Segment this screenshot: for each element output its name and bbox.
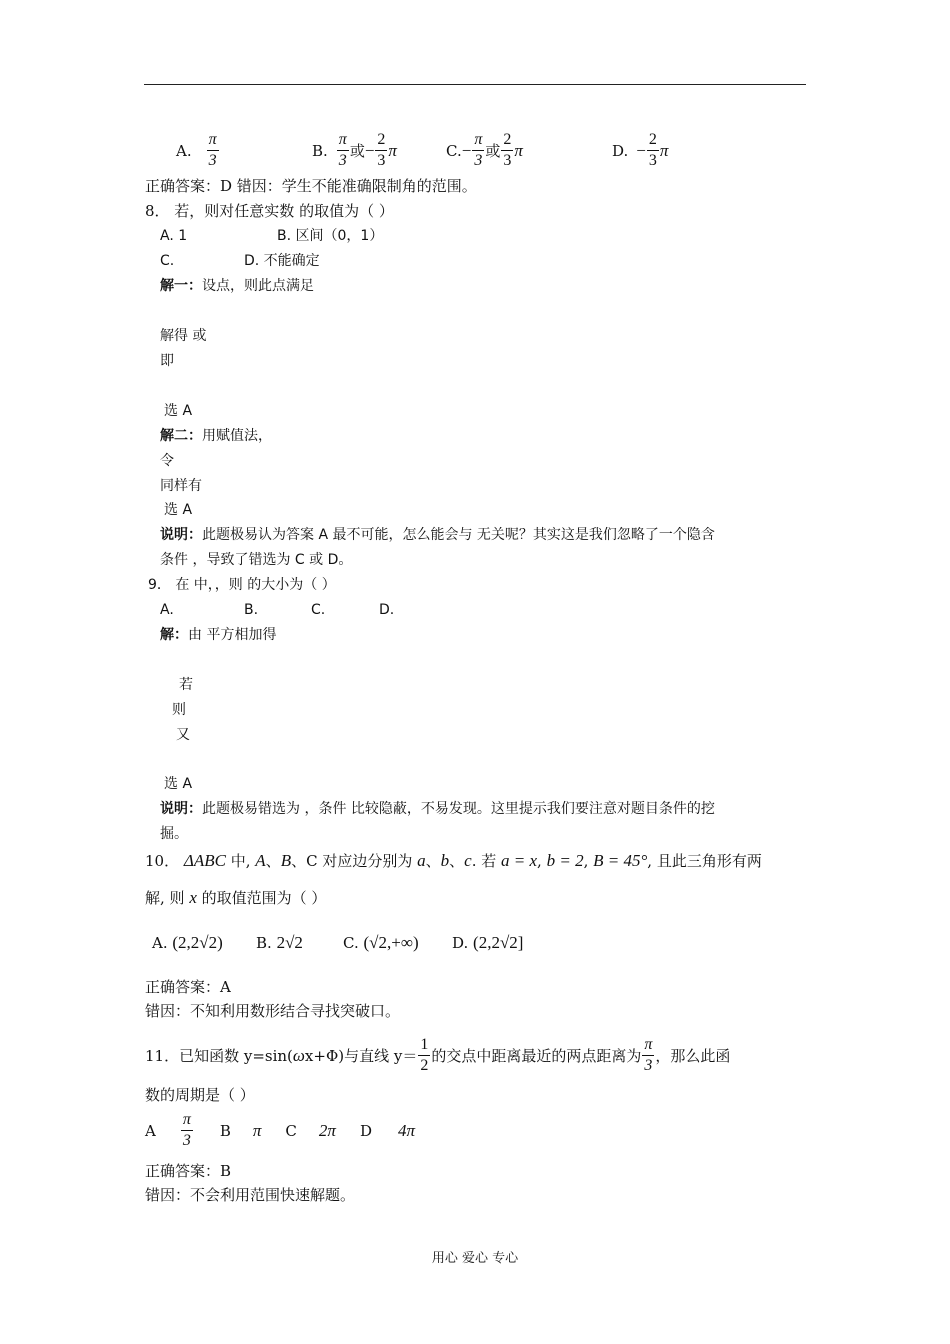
text: 的取值范围为（ ） [196,889,327,907]
note-text: 此题极易错选为 ，条件 比较隐蔽，不易发现。这里提示我们要注意对题目条件的挖 [202,801,715,817]
or-text: 或 [349,142,365,160]
option-value: (2,2√2] [473,933,524,952]
var-A: A [255,851,266,870]
minus-sign: − [636,140,646,160]
option-label: B. [312,141,328,160]
q10-question-line-2 [145,889,326,906]
denominator: 3 [503,152,512,169]
denominator: 3 [377,152,386,169]
text: 解, 则 [145,889,190,907]
condition-angle-b: B = 45° [593,851,648,870]
q10-answer: 正确答案：A [145,978,231,996]
fraction [207,132,219,169]
solution-text: 用赋值法， [202,428,272,444]
numerator: π [337,132,349,151]
option-label: B. [256,934,272,952]
separator: 、 [291,852,307,870]
var-C: C [306,852,318,870]
q9-line-ze: 则 [172,702,186,718]
page-footer: 用心 爱心 专心 [431,1251,519,1266]
text: 11．已知函数 y=sin( [145,1047,293,1065]
denominator: 2 [420,1057,429,1074]
pi-symbol: π [659,140,669,160]
q9-line-you: 又 [176,727,190,743]
q7-answer: 正确答案：D 错因：学生不能准确限制角的范围。 [145,177,477,195]
option-label: D. [452,934,469,952]
numerator: 2 [375,132,387,151]
separator: , [583,852,594,870]
text: 中, [225,852,256,870]
q11-answer: 正确答案：B [145,1162,232,1180]
q7-option-c [446,132,523,169]
q11-reason: 错因：不会利用范围快速解题。 [145,1186,356,1204]
q9-question: 9． 在 中，，则 的大小为（ ） [148,577,336,593]
numerator: 2 [647,132,659,151]
option-value: (√2,+∞) [363,933,419,952]
q10-option-c [343,934,419,951]
option-label: D [359,1121,372,1140]
text: . 若 [471,852,502,870]
note-label: 说明： [160,527,202,543]
numerator: π [472,132,484,151]
solution-label: 解二： [160,428,202,444]
q8-note-line-2: 条件 ，导致了错选为 C 或 D。 [160,552,353,568]
fraction [337,132,349,169]
separator: , [537,852,547,870]
numerator: π [642,1037,654,1056]
q9-option-c: C. [311,602,326,618]
condition-a: a = x [501,851,538,870]
text: ，那么此函 [655,1047,731,1065]
q8-option-c: C. [160,253,175,269]
denominator: 3 [474,152,483,169]
q11-question-line-2: 数的周期是（ ） [145,1086,255,1104]
denominator: 3 [208,152,217,169]
note-text: 此题极易认为答案 A 最不可能，怎么能会与 无关呢？其实这是我们忽略了一个隐含 [202,527,715,543]
numerator: 1 [418,1037,430,1056]
q11-options [145,1112,415,1149]
q8-option-a: A. 1 [160,228,188,244]
q7-option-a [176,132,220,169]
fraction [181,1112,193,1149]
q8-choose-a-1: 选 A [164,403,193,419]
option-label: C. [446,141,462,160]
minus-sign: − [461,140,472,160]
denominator: 3 [338,152,347,169]
q8-note-line-1 [160,528,715,542]
separator: 、 [449,852,465,870]
numerator: 2 [501,132,513,151]
separator: 、 [265,852,281,870]
triangle-symbol: ΔABC [183,851,226,870]
q8-solution-1 [160,279,314,293]
omega-symbol: ω [292,1045,305,1065]
option-value: 2√2 [276,933,303,952]
q9-note-line-2: 掘。 [160,826,188,842]
solution-label: 解一： [160,278,202,294]
q10-question-line-1 [145,852,762,869]
option-value: π [252,1120,262,1140]
q7-option-d [612,132,668,169]
question-number: 10． [145,852,180,870]
q8-line-solve: 解得 或 [160,328,207,344]
q8-option-d: D. 不能确定 [244,253,320,269]
note-label: 说明： [160,801,202,817]
denominator: 3 [644,1057,653,1074]
fraction [501,132,513,169]
var-B: B [280,851,292,870]
q9-solution [160,628,276,642]
q8-line-ji: 即 [160,353,174,369]
text: x+Φ)与直线 y＝ [304,1047,418,1065]
option-value: (2,2√2) [172,933,223,952]
solution-text: 由 平方相加得 [188,627,277,643]
q9-option-a: A. [160,602,174,618]
option-value: 4π [397,1120,415,1140]
option-label: C. [343,934,359,952]
condition-b: b = 2 [546,851,584,870]
solution-text: 设点，则此点满足 [202,278,314,294]
q10-option-b [256,934,303,951]
q9-note-line-1 [160,802,715,816]
text: 的交点中距离最近的两点距离为 [431,1047,642,1065]
option-label: C [285,1121,297,1140]
fraction [642,1037,654,1074]
q8-choose-a-2: 选 A [164,502,193,518]
minus-sign: − [364,140,375,160]
fraction [472,132,484,169]
pi-symbol: π [388,140,397,160]
pi-symbol: π [514,140,523,160]
option-label: B [219,1121,231,1140]
q8-option-b: B. 区间（0，1） [277,228,384,244]
header-rule [144,84,806,85]
option-value: 2π [318,1120,336,1140]
fraction [418,1037,430,1074]
numerator: π [181,1112,193,1131]
fraction [647,132,659,169]
q10-reason: 错因：不知利用数形结合寻找突破口。 [145,1002,401,1020]
q8-solution-2 [160,429,272,443]
option-label: A. [176,141,192,160]
q9-choose-a: 选 A [164,776,193,792]
solution-label: 解： [160,627,188,643]
separator: 、 [425,852,441,870]
option-label: D. [612,141,629,160]
q7-option-b [312,132,397,169]
text: , 且此三角形有两 [647,852,762,870]
q8-line-same: 同样有 [160,478,202,494]
or-text: 或 [485,142,501,160]
fraction [375,132,387,169]
var-b: b [440,851,450,870]
option-label: A. [152,934,168,952]
denominator: 3 [182,1132,191,1149]
q8-question: 8． 若，则对任意实数 的取值为（ ） [145,202,394,220]
denominator: 3 [648,152,657,169]
q9-line-ruo: 若 [179,677,193,693]
q10-option-a [152,934,223,951]
option-label: A [145,1121,156,1140]
text: 对应边分别为 [317,852,418,870]
var-x: x [189,888,197,907]
numerator: π [207,132,219,151]
var-c: c [464,851,472,870]
q9-option-d: D. [379,602,395,618]
q9-option-b: B. [244,602,259,618]
q10-option-d [452,934,523,951]
q11-question-line-1 [145,1037,730,1074]
var-a: a [417,851,426,870]
q8-line-ling: 令 [160,453,174,469]
